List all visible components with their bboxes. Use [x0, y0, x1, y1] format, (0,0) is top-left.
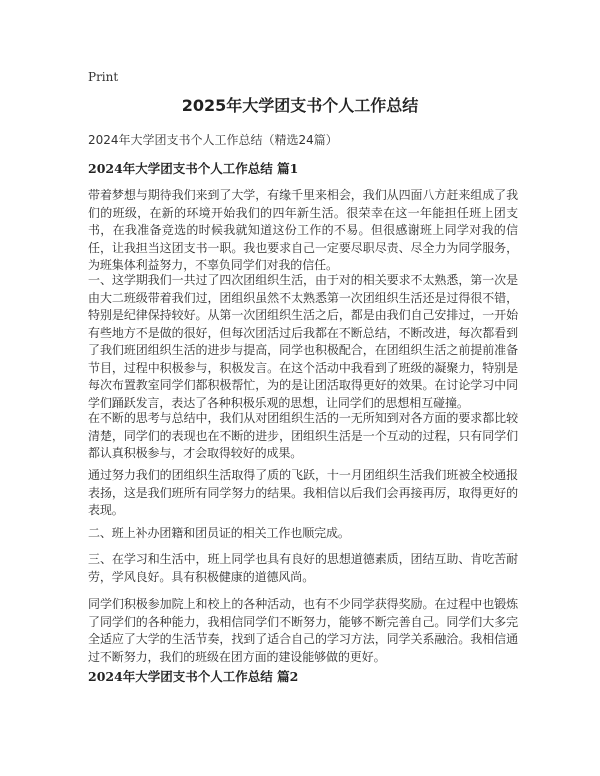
- print-label[interactable]: Print: [88, 70, 119, 84]
- paragraph-3: 在不断的思考与总结中，我们从对团组织生活的一无所知到对各方面的要求都比较清楚，同学们的表现也在不断的进步，团组织生活是一个互动的过程，只有同学们都认真积极参与，才会取得较好的成果。: [88, 411, 518, 460]
- paragraph-5: 二、班上补办团籍和团员证的相关工作也顺完成。: [88, 526, 350, 540]
- document-subtitle: 2024年大学团支书个人工作总结（精选24篇）: [88, 133, 338, 147]
- section-heading-1: 2024年大学团支书个人工作总结 篇1: [88, 161, 299, 176]
- paragraph-2: 一、这学期我们一共过了四次团组织生活，由于对的相关要求不太熟悉，第一次是由大二班级带着我们过，团组织虽然不太熟悉第一次团组织生活还是过得很不错，特别是纪律保持较好。从第一次团组织生活之后，都是由我们自己安排过，一开始有些地方不是做的很好，但每次团活过后我都在不断总结，不断改进，每次都看到了我们班团组织生活的进步与提高，同学也积极配合，在团组织生活之前提前准备节目，过程中积极参与，积极发言。在这个活动中我看到了班级的凝聚力，特别是每次布置教室同学们都积极帮忙，为的是让团活取得更好的效果。在讨论学习中同学们踊跃发言，表达了各种积极乐观的思想，让同学们的思想相互碰撞。: [88, 273, 518, 410]
- paragraph-1: 带着梦想与期待我们来到了大学，有缘千里来相会，我们从四面八方赶来组成了我们的班级，在新的环境开始我们的四年新生活。很荣幸在这一年能担任班上团支书，在我准备竞选的时候我就知道这份工作的不易。但很感谢班上同学对我的信任，让我担当这团支书一职。我也要求自己一定要尽职尽责、尽全力为同学服务，为班集体利益努力，不辜负同学们对我的信任。: [88, 188, 518, 272]
- paragraph-6: 三、在学习和生活中，班上同学也具有良好的思想道德素质，团结互助、肯吃苦耐劳，学风良好。具有积极健康的道德风尚。: [88, 552, 518, 584]
- section-heading-2: 2024年大学团支书个人工作总结 篇2: [88, 669, 299, 684]
- paragraph-7: 同学们积极参加院上和校上的各种活动，也有不少同学获得奖励。在过程中也锻炼了同学们的各种能力，我相信同学们不断努力，能够不断完善自己。同学们大多完全适应了大学的生活节奏，找到了适合自己的学习方法，同学关系融洽。我相信通过不断努力，我们的班级在团方面的建设能够做的更好。: [88, 597, 518, 664]
- paragraph-4: 通过努力我们的团组织生活取得了质的飞跃，十一月团组织生活我们班被全校通报表扬，这是我们班所有同学努力的结果。我相信以后我们会再接再厉，取得更好的表现。: [88, 468, 518, 517]
- page-title: 2025年大学团支书个人工作总结: [181, 96, 419, 115]
